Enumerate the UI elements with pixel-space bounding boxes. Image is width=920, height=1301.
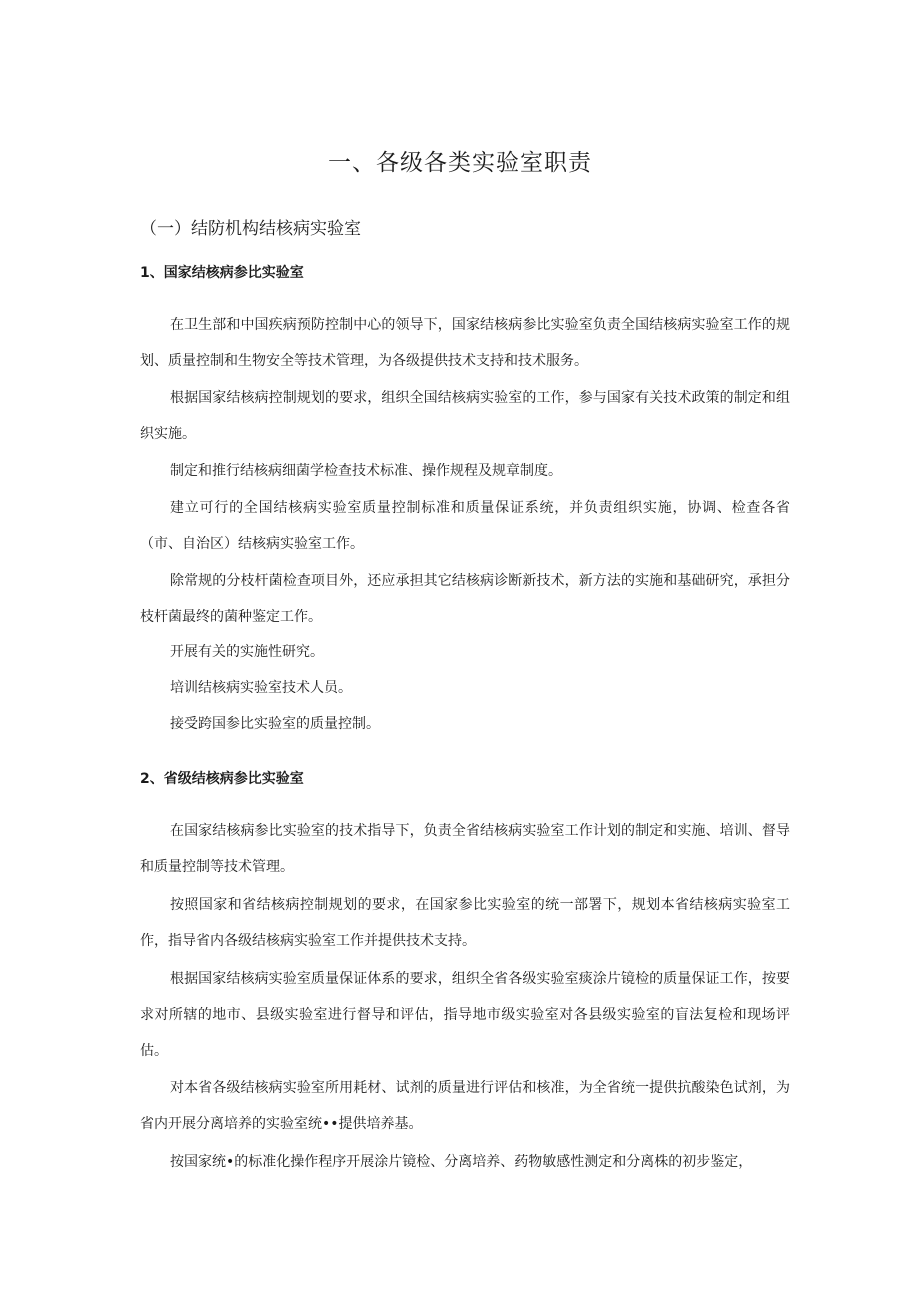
paragraph: 根据国家结核病控制规划的要求，组织全国结核病实验室的工作，参与国家有关技术政策的制定和组织实施。	[140, 390, 790, 442]
paragraph: 制定和推行结核病细菌学检查技术标准、操作规程及规章制度。	[170, 463, 562, 479]
paragraph: 在国家结核病参比实验室的技术指导下，负责全省结核病实验室工作计划的制定和实施、培训、督导和质量控制等技术管理。	[140, 823, 790, 875]
paragraph: 除常规的分枝杆菌检查项目外，还应承担其它结核病诊断新技术，新方法的实施和基础研究，承担分枝杆菌最终的菌种鉴定工作。	[140, 573, 790, 625]
paragraph: 接受跨国参比实验室的质量控制。	[170, 716, 380, 732]
subheading: （一）结防机构结核病实验室	[140, 219, 361, 239]
paragraph: 按照国家和省结核病控制规划的要求，在国家参比实验室的统一部署下，规划本省结核病实验室工作，指导省内各级结核病实验室工作并提供技术支持。	[140, 897, 790, 949]
paragraph: 培训结核病实验室技术人员。	[170, 680, 352, 696]
section-heading-provincial: 2、省级结核病参比实验室	[140, 771, 304, 787]
page-title: 一、各级各类实验室职责	[328, 150, 592, 176]
paragraph: 开展有关的实施性研究。	[170, 644, 324, 660]
paragraph: 在卫生部和中国疾病预防控制中心的领导下，国家结核病参比实验室负责全国结核病实验室工作的规划、质量控制和生物安全等技术管理，为各级提供技术支持和技术服务。	[140, 317, 790, 369]
paragraph: 根据国家结核病实验室质量保证体系的要求，组织全省各级实验室痰涂片镜检的质量保证工作，按要求对所辖的地市、县级实验室进行督导和评估，指导地市级实验室对各县级实验室的盲法复检和现场评估。	[140, 971, 790, 1059]
paragraph: 按国家统•的标准化操作程序开展涂片镜检、分离培养、药物敏感性测定和分离株的初步鉴定，	[170, 1154, 753, 1170]
section-heading-national: 1、国家结核病参比实验室	[140, 265, 304, 281]
paragraph: 建立可行的全国结核病实验室质量控制标准和质量保证系统，并负责组织实施，协调、检查各省（市、自治区）结核病实验室工作。	[140, 500, 790, 552]
paragraph: 对本省各级结核病实验室所用耗材、试剂的质量进行评估和核准，为全省统一提供抗酸染色试剂，为省内开展分离培养的实验室统••提供培养基。	[140, 1080, 790, 1132]
